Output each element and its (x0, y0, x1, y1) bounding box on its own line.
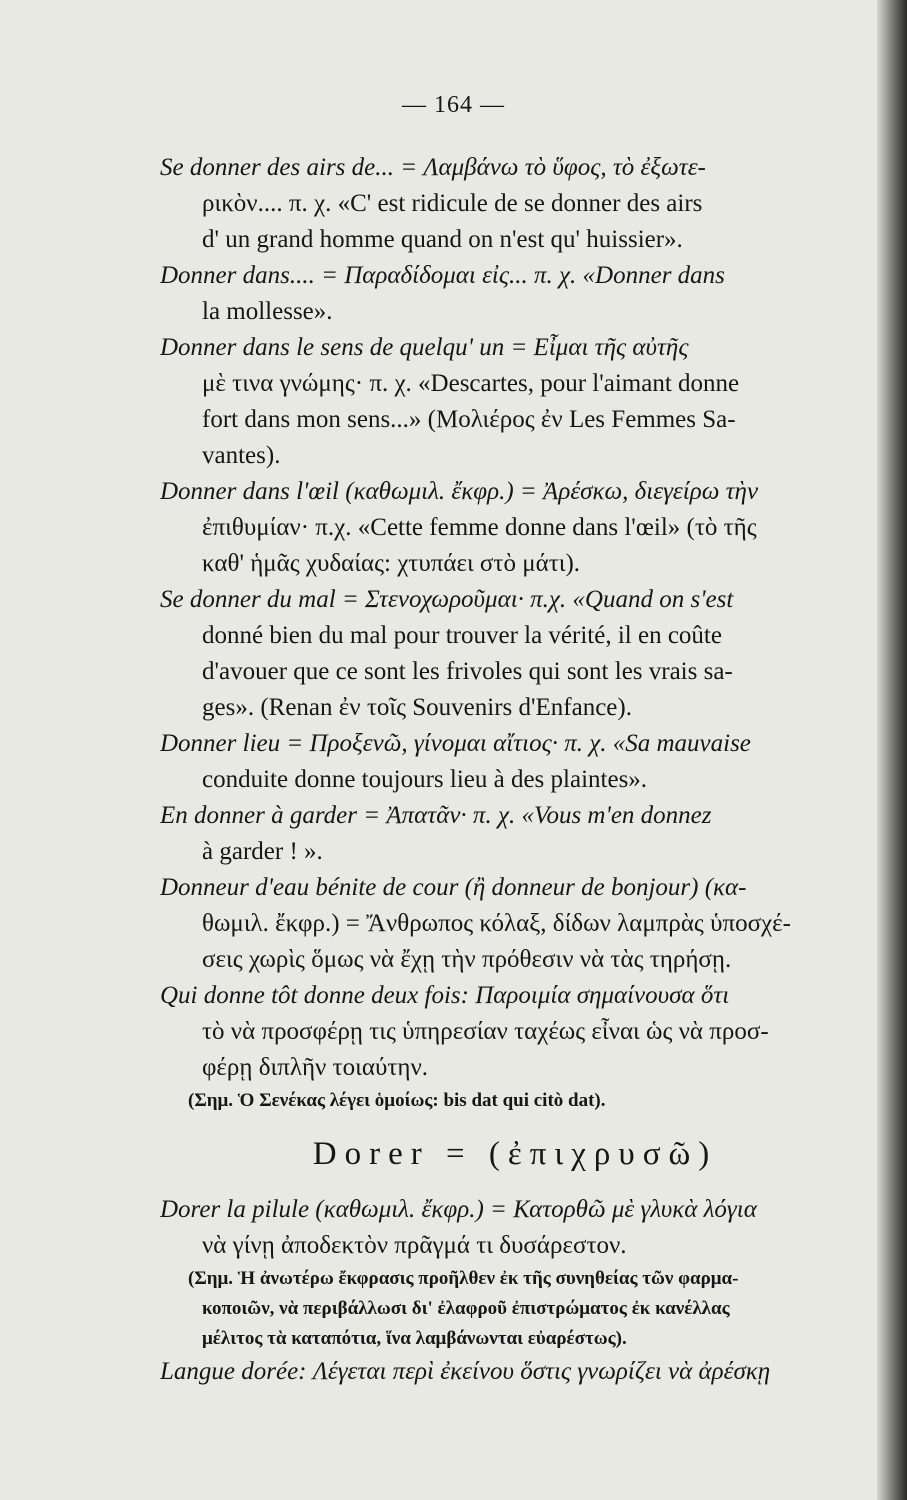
dictionary-entry (160, 582, 870, 726)
entry-line: ges». (Renan ἐν τοῖς Souvenirs d'Enfance). (202, 694, 632, 721)
dictionary-entry (160, 978, 870, 1086)
entry-line: Donner dans le sens de quelqu' un = Εἶμαι τῆς αὐτῆς (160, 334, 689, 361)
page-body (160, 150, 870, 1390)
entry-line: σεις χωρὶς ὅμως νὰ ἔχῃ τὴν πρόθεσιν νὰ τὰς τηρήσῃ. (202, 946, 732, 973)
entry-line: à garder ! ». (202, 838, 323, 865)
entry-line: Qui donne tôt donne deux fois: Παροιμία σημαίνουσα ὅτι (160, 982, 730, 1009)
note-line: (Σημ. Ἡ ἀνωτέρω ἔκφρασις προῆλθεν ἐκ τῆς συνηθείας τῶν φαρμα- (188, 1268, 739, 1289)
section-heading: Dorer = (ἐπιχρυσῶ) (312, 1136, 718, 1172)
page-edge-shadow (877, 0, 907, 1500)
page-number: — 164 — (402, 92, 505, 118)
entry-line: vantes). (202, 442, 281, 469)
entry-line: Langue dorée: Λέγεται περὶ ἐκείνου ὅστις γνωρίζει νὰ ἀρέσκῃ (160, 1358, 771, 1385)
entry-line: d'avouer que ce sont les frivoles qui sont les vrais sa- (202, 658, 733, 685)
dictionary-entry (160, 726, 870, 798)
entry-line: μὲ τινα γνώμης· π. χ. «Descartes, pour l'aimant donne (202, 370, 740, 397)
entry-line: ἐπιθυμίαν· π.χ. «Cette femme donne dans l'œil» (τὸ τῆς (202, 514, 757, 541)
entry-line: Donner lieu = Προξενῶ, γίνομαι αἴτιος· π. χ. «Sa mauvaise (160, 730, 751, 757)
entry-line: Se donner des airs de... = Λαμβάνω τὸ ὕφος, τὸ ἐξωτε- (160, 154, 706, 181)
dictionary-entry (160, 330, 870, 474)
note (160, 1264, 870, 1354)
entry-line: Donner dans.... = Παραδίδομαι εἰς... π. χ. «Donner dans (160, 262, 725, 289)
note-line: μέλιτος τὰ καταπότια, ἵνα λαμβάνωνται εὐαρέστως). (202, 1328, 627, 1349)
entry-line: ρικὸν.... π. χ. «C' est ridicule de se donner des airs (202, 190, 703, 217)
dictionary-entry (160, 258, 870, 330)
entry-line: donné bien du mal pour trouver la vérité, il en coûte (202, 622, 722, 649)
entry-line: φέρῃ διπλῆν τοιαύτην. (202, 1054, 429, 1081)
entry-line: Donneur d'eau bénite de cour (ἢ donneur de bonjour) (κα- (160, 874, 747, 901)
dictionary-entry (160, 474, 870, 582)
entry-line: Donner dans l'œil (καθωμιλ. ἔκφρ.) = Ἀρέσκω, διεγείρω τὴν (160, 478, 759, 505)
entry-line: θωμιλ. ἔκφρ.) = Ἄνθρωπος κόλαξ, δίδων λαμπρὰς ὑποσχέ- (202, 910, 791, 937)
entry-line: fort dans mon sens...» (Μολιέρος ἐν Les Femmes Sa- (202, 406, 736, 433)
dictionary-entry (160, 1354, 870, 1390)
entry-line: d' un grand homme quand on n'est qu' huissier». (202, 226, 683, 253)
entry-line: τὸ νὰ προσφέρῃ τις ὑπηρεσίαν ταχέως εἶναι ὡς νὰ προσ- (202, 1018, 769, 1045)
entry-line: Dorer la pilule (καθωμιλ. ἔκφρ.) = Κατορθῶ μὲ γλυκὰ λόγια (160, 1196, 757, 1223)
entry-line: Se donner du mal = Στενοχωροῦμαι· π.χ. «Quand on s'est (160, 586, 734, 613)
dictionary-entry (160, 870, 870, 978)
note (160, 1086, 870, 1116)
dictionary-entry (160, 150, 870, 258)
entry-line: conduite donne toujours lieu à des plaintes». (202, 766, 648, 793)
note-line: κοποιῶν, νὰ περιβάλλωσι δι' ἐλαφροῦ ἐπιστρώματος ἐκ κανέλλας (202, 1298, 730, 1319)
entry-line: En donner à garder = Ἀπατᾶν· π. χ. «Vous m'en donnez (160, 802, 712, 829)
entry-line: καθ' ἡμᾶς χυδαίας: χτυπάει στὸ μάτι). (202, 550, 581, 577)
entry-line: νὰ γίνῃ ἀποδεκτὸν πρᾶγμά τι δυσάρεστον. (202, 1232, 627, 1259)
note-line: (Σημ. Ὁ Σενέκας λέγει ὁμοίως: bis dat qui citò dat). (188, 1090, 606, 1111)
entry-line: la mollesse». (202, 298, 333, 325)
dictionary-entry (160, 1192, 870, 1264)
dictionary-entry (160, 798, 870, 870)
